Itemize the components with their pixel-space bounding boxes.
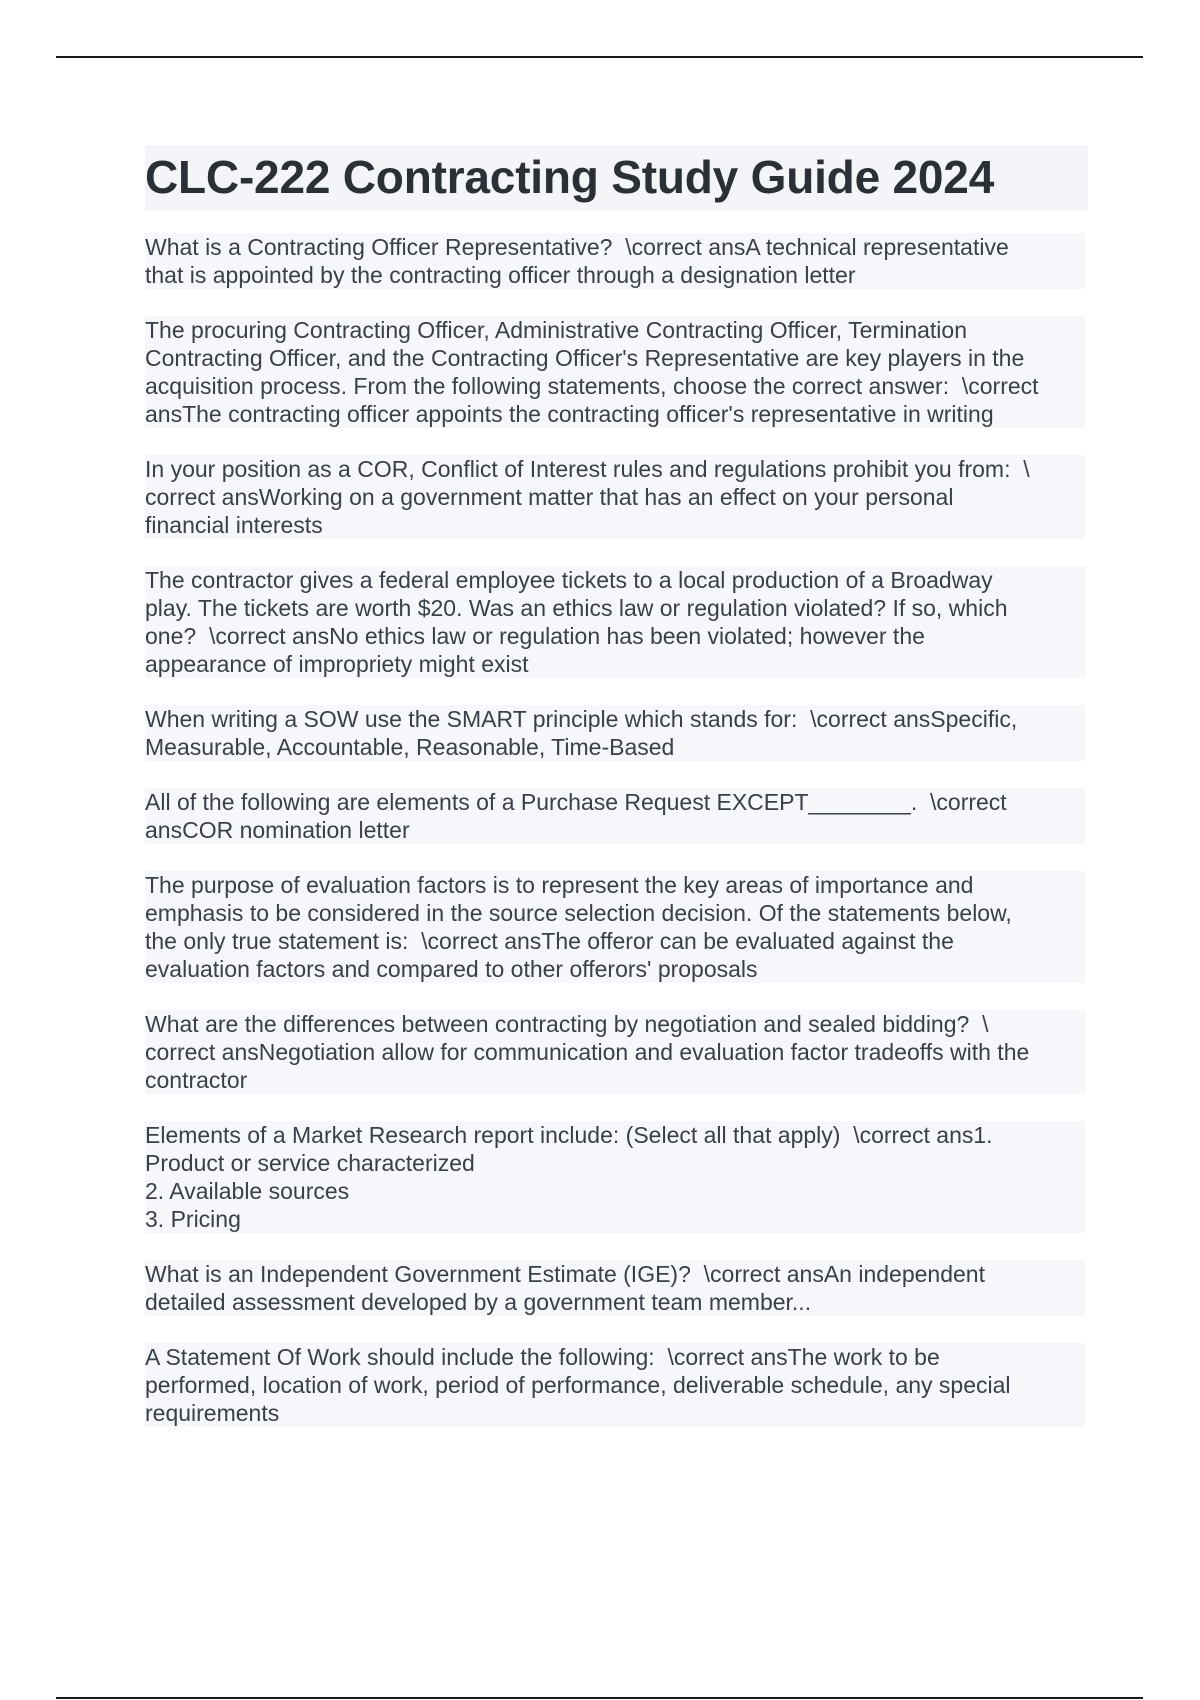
qa-item [145, 1260, 1085, 1316]
qa-text-line: the only true statement is: \correct ansThe offeror can be evaluated against the [145, 928, 954, 954]
qa-item [145, 316, 1085, 428]
qa-text-line: The contractor gives a federal employee tickets to a local production of a Broadway [145, 567, 993, 593]
qa-item [145, 1010, 1085, 1094]
qa-text-line: financial interests [145, 512, 323, 538]
qa-text-line: 2. Available sources [145, 1178, 350, 1204]
qa-text-line: Measurable, Accountable, Reasonable, Time-Based [145, 734, 675, 760]
qa-item [145, 455, 1085, 539]
qa-list [145, 233, 1085, 1427]
qa-item [145, 788, 1085, 844]
qa-text-line: acquisition process. From the following statements, choose the correct answer: \correct [145, 373, 1039, 399]
qa-text-line: play. The tickets are worth $20. Was an ethics law or regulation violated? If so, which [145, 595, 1008, 621]
qa-text-line: In your position as a COR, Conflict of Interest rules and regulations prohibit you from: \ [145, 456, 1030, 482]
qa-text-line: evaluation factors and compared to other offerors' proposals [145, 956, 758, 982]
qa-text-line: What are the differences between contracting by negotiation and sealed bidding? \ [145, 1011, 989, 1037]
qa-item [145, 1343, 1085, 1427]
qa-text-line: contractor [145, 1067, 248, 1093]
qa-text-line: What is an Independent Government Estimate (IGE)? \correct ansAn independent [145, 1261, 985, 1287]
qa-text-line: appearance of impropriety might exist [145, 651, 529, 677]
qa-text-line: Contracting Officer, and the Contracting Officer's Representative are key players in the [145, 345, 1025, 371]
qa-text-line: A Statement Of Work should include the following: \correct ansThe work to be [145, 1344, 940, 1370]
qa-text-line: requirements [145, 1400, 280, 1426]
qa-text-line: The procuring Contracting Officer, Administrative Contracting Officer, Termination [145, 317, 967, 343]
qa-text-line: ansThe contracting officer appoints the contracting officer's representative in writing [145, 401, 994, 427]
qa-item [145, 705, 1085, 761]
qa-text-line: When writing a SOW use the SMART principle which stands for: \correct ansSpecific, [145, 706, 1018, 732]
qa-text-line: performed, location of work, period of performance, deliverable schedule, any special [145, 1372, 1011, 1398]
qa-item [145, 1121, 1085, 1233]
qa-text-line: The purpose of evaluation factors is to represent the key areas of importance and [145, 872, 974, 898]
qa-text-line: correct ansNegotiation allow for communication and evaluation factor tradeoffs with the [145, 1039, 1030, 1065]
qa-text-line: Elements of a Market Research report include: (Select all that apply) \correct ans1. [145, 1122, 993, 1148]
qa-text-line: emphasis to be considered in the source selection decision. Of the statements below, [145, 900, 1012, 926]
bottom-rule [56, 1697, 1143, 1699]
document-body [145, 145, 1085, 1454]
document-title: CLC-222 Contracting Study Guide 2024 [145, 145, 1088, 211]
qa-item [145, 566, 1085, 678]
top-rule [56, 56, 1143, 58]
qa-text-line: ansCOR nomination letter [145, 817, 410, 843]
qa-text-line: Product or service characterized [145, 1150, 475, 1176]
qa-text-line: detailed assessment developed by a government team member... [145, 1289, 812, 1315]
qa-text-line: correct ansWorking on a government matter that has an effect on your personal [145, 484, 954, 510]
qa-text-line: What is a Contracting Officer Representative? \correct ansA technical representative [145, 234, 1009, 260]
qa-text-line: All of the following are elements of a Purchase Request EXCEPT________. \correct [145, 789, 1007, 815]
qa-text-line: 3. Pricing [145, 1206, 241, 1232]
qa-text-line: one? \correct ansNo ethics law or regulation has been violated; however the [145, 623, 925, 649]
qa-item [145, 871, 1085, 983]
qa-text-line: that is appointed by the contracting officer through a designation letter [145, 262, 856, 288]
qa-item [145, 233, 1085, 289]
